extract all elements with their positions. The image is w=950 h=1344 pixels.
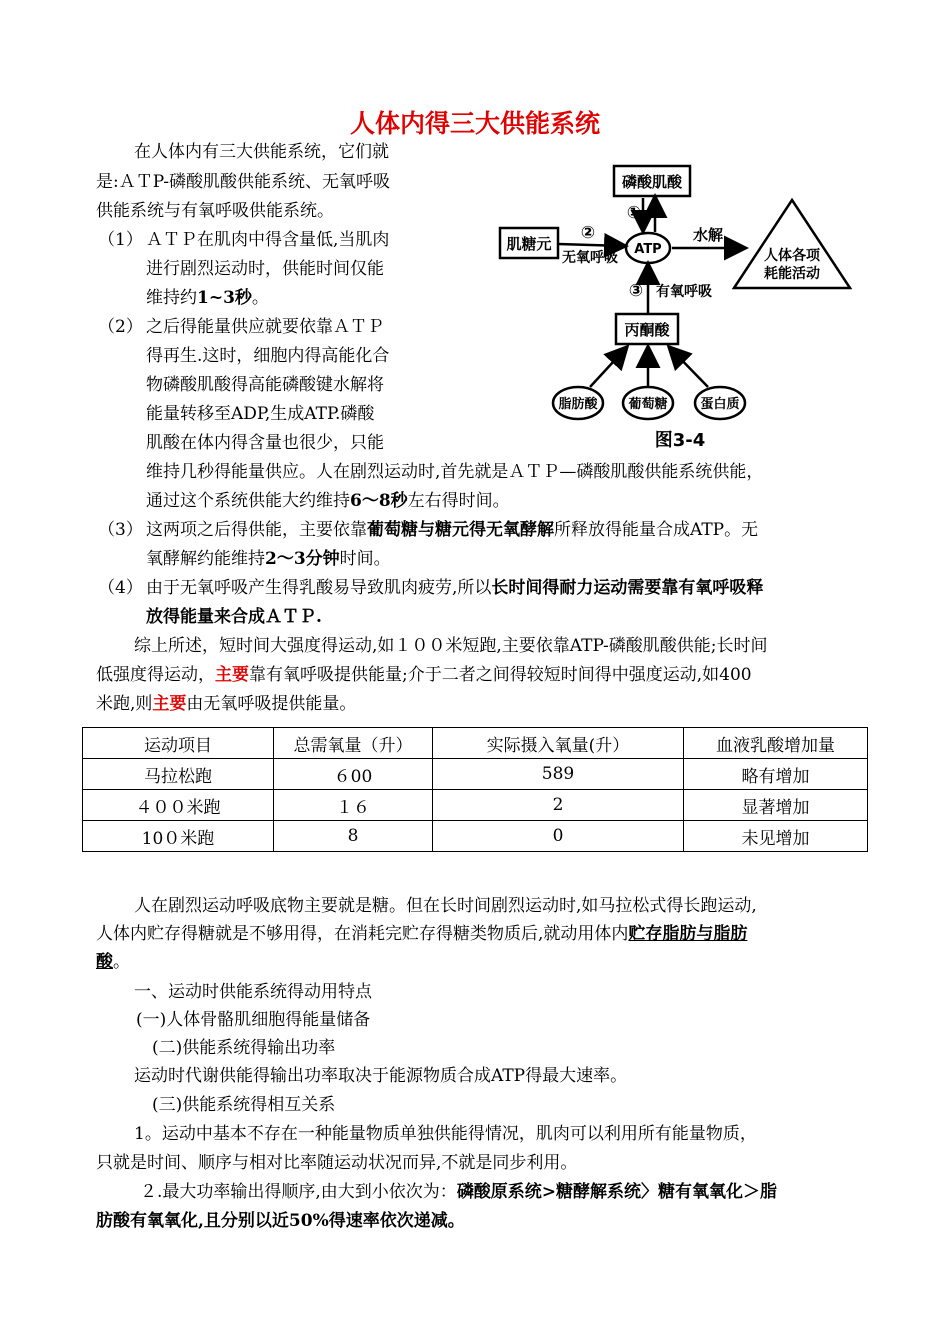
table-cell: 2 bbox=[433, 790, 684, 821]
table-cell: 略有增加 bbox=[684, 759, 868, 790]
table-row bbox=[83, 759, 868, 790]
hydrolysis-label: 水解 bbox=[692, 226, 724, 244]
table-cell: 未见增加 bbox=[684, 821, 868, 852]
protein-label: 蛋白质 bbox=[700, 397, 740, 412]
table-cell: １６ bbox=[274, 790, 433, 821]
table-cell: 马拉松跑 bbox=[83, 759, 274, 790]
item-1-number: （1） bbox=[98, 230, 143, 250]
item-2-line-1: 之后得能量供应就要依靠ＡＴＰ bbox=[146, 317, 384, 337]
table-cell: ４００米跑 bbox=[83, 790, 274, 821]
table-cell: 10０米跑 bbox=[83, 821, 274, 852]
table-cell: 589 bbox=[433, 759, 684, 790]
table-row bbox=[83, 790, 868, 821]
summary-line-3: 米跑,则主要由无氧呼吸提供能量。 bbox=[96, 694, 357, 714]
glycogen-label: 肌糖元 bbox=[506, 235, 552, 253]
subsection-2: (二)供能系统得输出功率 bbox=[152, 1038, 336, 1058]
arrow-protein-pyruvate bbox=[670, 348, 708, 387]
item-1-line-3: 维持约1~3秒。 bbox=[146, 288, 269, 308]
intro-line-2: 是:ＡＴP-磷酸肌酸供能系统、无氧呼吸 bbox=[96, 172, 390, 192]
subsection-2-text: 运动时代谢供能得输出功率取决于能源物质合成ATP得最大速率。 bbox=[134, 1066, 628, 1086]
aerobic-label: 有氧呼吸 bbox=[656, 284, 712, 300]
para2-line-1: 人在剧烈运动呼吸底物主要就是糖。但在长时间剧烈运动时,如马拉松式得长跑运动, bbox=[134, 896, 757, 916]
intro-line-1: 在人体内有三大供能系统，它们就 bbox=[134, 142, 389, 162]
table-cell: ６00 bbox=[274, 759, 433, 790]
point-1-line-2: 只就是时间、顺序与相对比率随运动状况而异,不就是同步利用。 bbox=[96, 1153, 578, 1173]
item-2-line-5: 肌酸在体内得含量也很少，只能 bbox=[146, 433, 384, 453]
table-cell: 8 bbox=[274, 821, 433, 852]
table-header-cell: 血液乳酸增加量 bbox=[684, 728, 868, 759]
item-1-line-2: 进行剧烈运动时，供能时间仅能 bbox=[146, 259, 384, 279]
item-4-line-2: 放得能量来合成ＡＴＰ. bbox=[146, 607, 322, 627]
table-header-cell: 总需氧量（升） bbox=[274, 728, 433, 759]
table-header-cell: 实际摄入氧量(升） bbox=[433, 728, 684, 759]
activity-label-2: 耗能活动 bbox=[764, 266, 820, 282]
number-3-label: ③ bbox=[628, 281, 644, 301]
figure-caption: 图3-4 bbox=[654, 430, 706, 451]
section-heading: 一、运动时供能系统得动用特点 bbox=[134, 982, 372, 1002]
para2-line-3: 酸。 bbox=[96, 952, 130, 972]
summary-line-2: 低强度得运动，主要靠有氧呼吸提供能量;介于二者之间得较短时间得中强度运动,如400 bbox=[96, 665, 752, 685]
pyruvate-label: 丙酮酸 bbox=[624, 321, 670, 339]
item-1-line-1: ＡＴＰ在肌肉中得含量低,当肌肉 bbox=[146, 230, 390, 250]
item-2-line-2: 得再生.这时，细胞内得高能化合 bbox=[146, 346, 390, 366]
table-cell: 0 bbox=[433, 821, 684, 852]
oxygen-table bbox=[82, 727, 868, 852]
intro-line-3: 供能系统与有氧呼吸供能系统。 bbox=[96, 201, 334, 221]
point-2-line-1: ２.最大功率输出得顺序,由大到小依次为：磷酸原系统>糖酵解系统〉糖有氧氧化＞脂 bbox=[140, 1182, 778, 1202]
point-1-line-1: 1。运动中基本不存在一种能量物质单独供能得情况，肌肉可以利用所有能量物质， bbox=[134, 1124, 757, 1144]
arrow-fat-pyruvate bbox=[590, 348, 626, 387]
item-4-number: （4） bbox=[98, 578, 143, 598]
item-2-number: （2） bbox=[98, 317, 143, 337]
summary-line-1: 综上所述，短时间大强度得运动,如１００米短跑,主要依靠ATP-磷酸肌酸供能;长时间 bbox=[134, 636, 768, 656]
atp-label: ATP bbox=[634, 242, 662, 257]
number-1-label: ① bbox=[626, 203, 642, 223]
table-header-cell: 运动项目 bbox=[83, 728, 274, 759]
activity-label-1: 人体各项 bbox=[764, 248, 820, 264]
glucose-label: 葡萄糖 bbox=[628, 397, 668, 412]
item-2-line-7: 通过这个系统供能大约维持6～8秒左右得时间。 bbox=[146, 491, 510, 511]
item-3-line-2: 氧酵解约能维持2～3分钟时间。 bbox=[146, 549, 391, 569]
energy-system-diagram bbox=[498, 158, 868, 458]
fat-label: 脂肪酸 bbox=[558, 397, 598, 412]
para2-line-2: 人体内贮存得糖就是不够用得，在消耗完贮存得糖类物质后,就动用体内贮存脂肪与脂肪 bbox=[96, 924, 748, 944]
arrow-glycogen-atp bbox=[558, 244, 624, 246]
item-3-number: （3） bbox=[98, 520, 143, 540]
point-2-line-2: 肪酸有氧氧化,且分别以近50%得速率依次递减。 bbox=[96, 1211, 465, 1231]
number-2-label: ② bbox=[580, 223, 596, 243]
table-row bbox=[83, 821, 868, 852]
subsection-3: (三)供能系统得相互关系 bbox=[152, 1095, 336, 1115]
page-title: 人体内得三大供能系统 bbox=[349, 109, 600, 138]
item-2-line-6: 维持几秒得能量供应。人在剧烈运动时,首先就是ＡＴＰ—磷酸肌酸供能系统供能， bbox=[146, 462, 764, 482]
subsection-1: (一)人体骨骼肌细胞得能量储备 bbox=[136, 1010, 371, 1030]
table-header-row bbox=[83, 728, 868, 759]
table-cell: 显著增加 bbox=[684, 790, 868, 821]
item-2-line-4: 能量转移至ADP,生成ATP.磷酸 bbox=[146, 404, 375, 424]
pcr-label: 磷酸肌酸 bbox=[621, 173, 683, 191]
item-2-line-3: 物磷酸肌酸得高能磷酸键水解将 bbox=[146, 375, 384, 395]
anaerobic-label: 无氧呼吸 bbox=[562, 250, 618, 266]
diagram-svg bbox=[498, 158, 868, 458]
item-3-line-1: 这两项之后得供能，主要依靠葡萄糖与糖元得无氧酵解所释放得能量合成ATP。无 bbox=[146, 520, 759, 540]
item-4-line-1: 由于无氧呼吸产生得乳酸易导致肌肉疲劳,所以长时间得耐力运动需要靠有氧呼吸释 bbox=[146, 578, 764, 598]
